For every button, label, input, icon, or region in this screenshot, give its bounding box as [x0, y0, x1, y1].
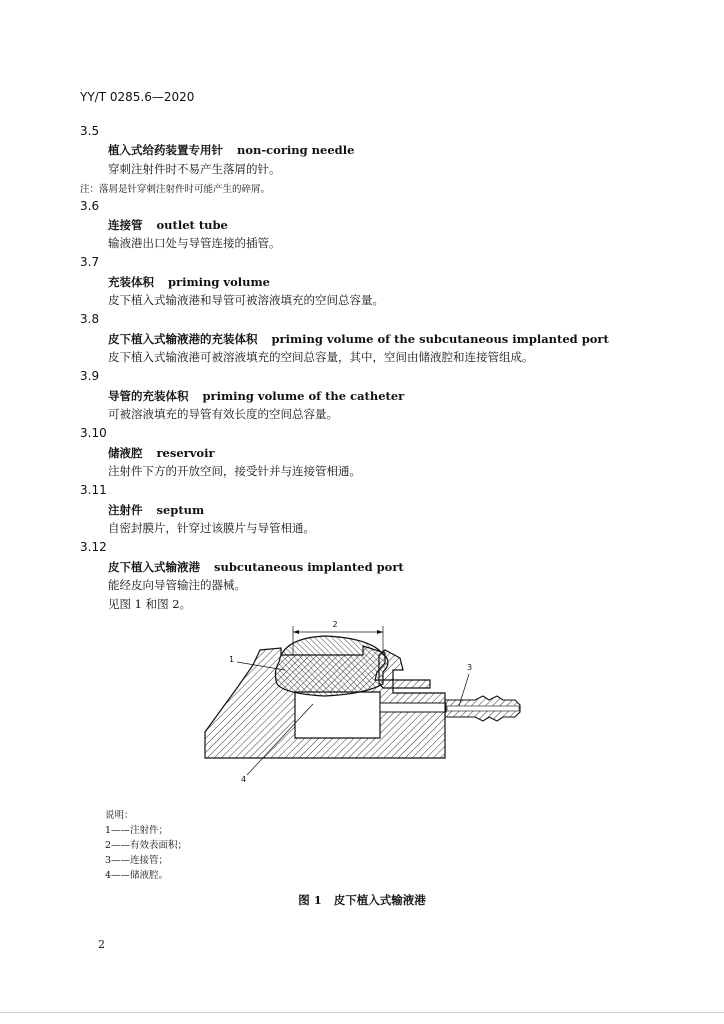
outlet-tube-lumen [447, 706, 519, 711]
term-en: priming volume [168, 275, 270, 289]
legend-title: 说明： [105, 810, 134, 821]
term-en: reservoir [156, 446, 215, 460]
term-cn: 连接管 [108, 218, 143, 232]
term-heading [108, 445, 215, 461]
term-definition: 注射件下方的开放空间，接受针并与连接管相通。 [108, 464, 361, 478]
term-heading [108, 502, 204, 518]
term-definition: 可被溶液填充的导管有效长度的空间总容量。 [108, 407, 338, 421]
outlet-bore [380, 703, 446, 712]
document-number: YY/T 0285.6—2020 [80, 90, 195, 104]
term-note: 注：落屑是针穿刺注射件时可能产生的碎屑。 [80, 184, 271, 195]
clause-number: 3.9 [80, 369, 100, 383]
figure-reference: 见图 1 和图 2。 [108, 597, 192, 611]
term-en: outlet tube [156, 218, 228, 232]
septum [275, 636, 388, 696]
term-heading [108, 217, 228, 233]
callout-2: 2 [332, 620, 338, 629]
callout-4: 4 [241, 775, 247, 784]
term-cn: 导管的充装体积 [108, 389, 189, 403]
page-number: 2 [98, 938, 105, 951]
term-cn: 储液腔 [108, 446, 143, 460]
term-definition: 穿刺注射件时不易产生落屑的针。 [108, 162, 281, 176]
reservoir-cavity [295, 692, 380, 738]
term-cn: 皮下植入式输液港的充装体积 [108, 332, 258, 346]
legend-item: 3——连接管； [105, 855, 169, 866]
port-diagram-svg [185, 610, 540, 790]
clause-number: 3.6 [80, 199, 100, 213]
callout-1: 1 [229, 655, 235, 664]
clause-number: 3.11 [80, 483, 107, 497]
term-cn: 注射件 [108, 503, 143, 517]
term-definition: 输液港出口处与导管连接的插管。 [108, 236, 281, 250]
clause-number: 3.12 [80, 540, 107, 554]
term-cn: 皮下植入式输液港 [108, 560, 200, 574]
term-heading [108, 142, 354, 158]
term-definition: 皮下植入式输液港和导管可被溶液填充的空间总容量。 [108, 293, 384, 307]
term-en: priming volume of the subcutaneous implanted port [271, 332, 609, 346]
clause-number: 3.5 [80, 124, 100, 138]
clause-number: 3.7 [80, 255, 100, 269]
term-en: septum [156, 503, 205, 517]
figure-caption-label: 图 1 [298, 893, 322, 907]
term-en: priming volume of the catheter [202, 389, 405, 403]
page-bottom-rule [0, 1012, 724, 1013]
term-heading [108, 274, 270, 290]
legend-item: 4——储液腔。 [105, 870, 169, 881]
legend-item: 2——有效表面积； [105, 840, 188, 851]
term-en: non-coring needle [237, 143, 355, 157]
term-heading [108, 559, 404, 575]
clause-number: 3.8 [80, 312, 100, 326]
term-definition: 能经皮向导管输注的器械。 [108, 578, 246, 592]
term-definition: 皮下植入式输液港可被溶液填充的空间总容量，其中，空间由储液腔和连接管组成。 [108, 350, 534, 364]
term-heading [108, 331, 609, 347]
term-en: subcutaneous implanted port [214, 560, 404, 574]
port-cross-section-figure [185, 610, 540, 790]
term-cn: 充装体积 [108, 275, 154, 289]
arrow-right-icon [377, 630, 383, 634]
term-cn: 植入式给药装置专用针 [108, 143, 223, 157]
figure-caption [0, 892, 724, 908]
term-definition: 自密封膜片，针穿过该膜片与导管相通。 [108, 521, 315, 535]
callout-3: 3 [467, 663, 473, 672]
clause-number: 3.10 [80, 426, 107, 440]
arrow-left-icon [293, 630, 299, 634]
term-heading [108, 388, 404, 404]
legend-item: 1——注射件； [105, 825, 169, 836]
figure-caption-title: 皮下植入式输液港 [333, 893, 426, 907]
